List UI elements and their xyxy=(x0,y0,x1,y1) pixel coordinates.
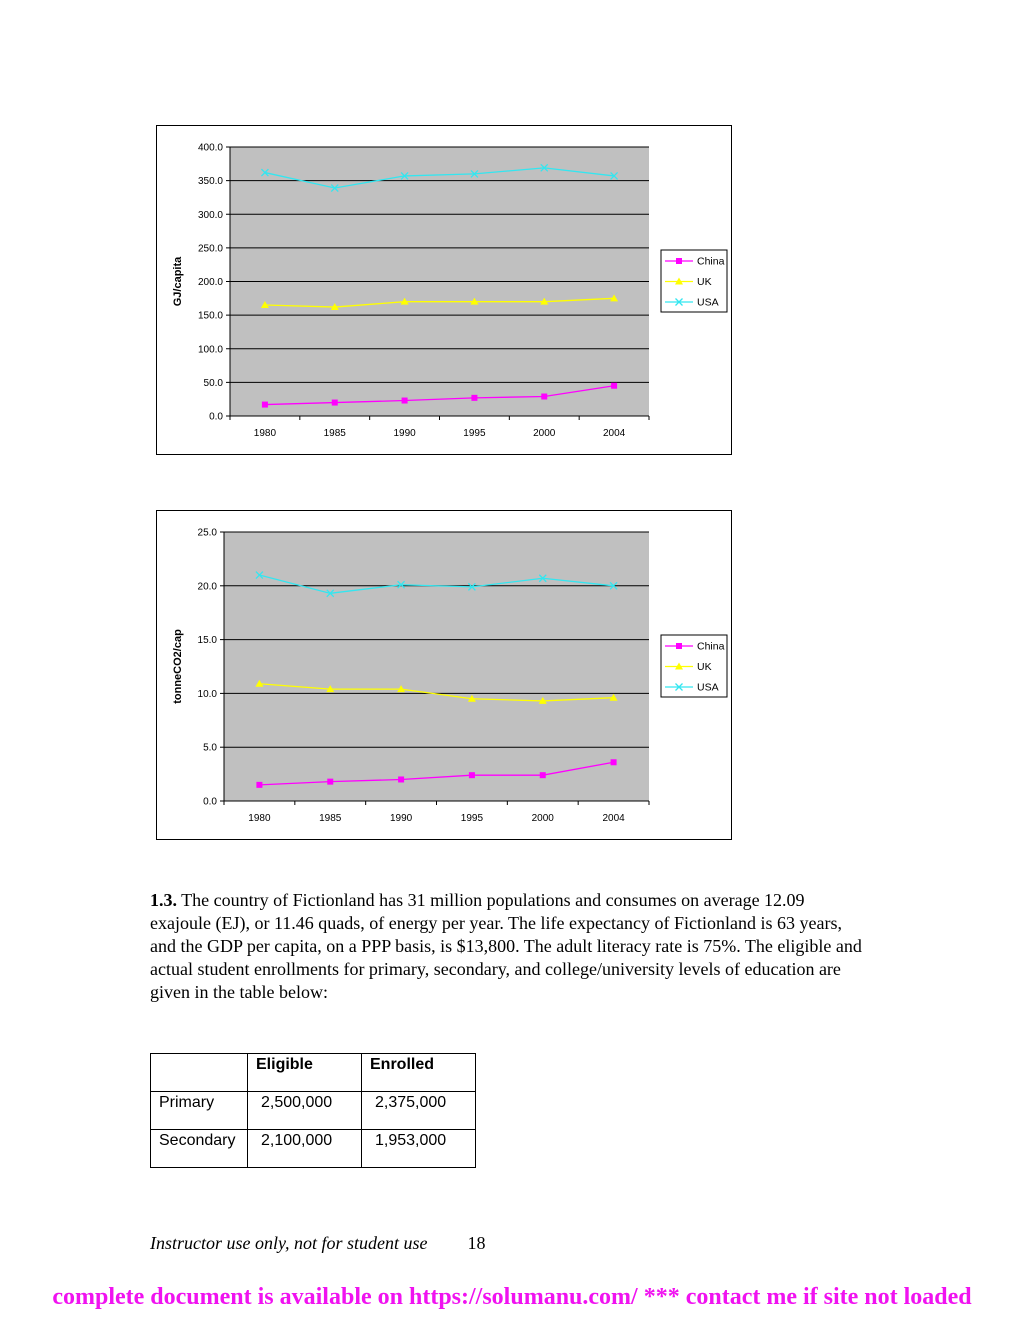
data-point-china xyxy=(398,776,404,782)
data-point-china xyxy=(541,393,547,399)
x-tick-label: 1980 xyxy=(248,813,271,824)
y-tick-label: 250.0 xyxy=(197,243,223,255)
y-tick-label: 200.0 xyxy=(197,277,223,288)
data-point-china xyxy=(471,395,477,401)
table-row xyxy=(151,1092,476,1130)
legend-label-uk: UK xyxy=(697,661,712,673)
x-tick-label: 2004 xyxy=(602,428,626,439)
enrolled-cell: 1,953,000 xyxy=(362,1130,476,1168)
page-number: 18 xyxy=(467,1233,486,1253)
x-tick-label: 1990 xyxy=(393,428,416,439)
row-label: Primary xyxy=(151,1092,248,1130)
data-point-china xyxy=(327,779,333,785)
problem-text: The country of Fictionland has 31 million populations and consumes on average 12.09 exajoule (EJ), or 11.46 quads, of energy per year. The life expectancy of Fictionland is 63 years, and the GDP per capita, on a PPP basis, is $13,800. The adult literacy rate is 75%. The eligible and actual student enrollments for primary, secondary, and college/university levels of education are given in the table below: xyxy=(150,890,862,1002)
x-tick-label: 1995 xyxy=(463,428,486,439)
x-tick-label: 1985 xyxy=(319,813,342,824)
energy-chart-svg xyxy=(157,126,733,456)
table-row xyxy=(151,1130,476,1168)
eligible-cell: 2,500,000 xyxy=(248,1092,362,1130)
x-tick-label: 1995 xyxy=(460,813,484,824)
table-header-row xyxy=(151,1054,476,1092)
x-tick-label: 1990 xyxy=(389,813,413,824)
y-axis-title: tonneCO2/cap xyxy=(172,629,184,704)
y-tick-label: 10.0 xyxy=(197,688,217,700)
legend-marker-china xyxy=(676,258,682,264)
data-point-china xyxy=(469,772,475,778)
problem-paragraph xyxy=(150,889,870,1004)
legend-label-uk: UK xyxy=(697,276,712,288)
plot-area xyxy=(224,532,649,801)
data-point-china xyxy=(402,398,408,404)
legend-marker-china xyxy=(676,643,682,649)
y-tick-label: 5.0 xyxy=(203,742,217,754)
table-header-enrolled: Enrolled xyxy=(362,1054,476,1092)
y-tick-label: 400.0 xyxy=(197,142,223,154)
x-tick-label: 2000 xyxy=(531,813,554,824)
co2-chart-svg xyxy=(157,511,733,841)
y-tick-label: 150.0 xyxy=(197,310,223,322)
y-tick-label: 0.0 xyxy=(203,796,217,808)
enrolled-cell: 2,375,000 xyxy=(362,1092,476,1130)
table-header-blank xyxy=(151,1054,248,1092)
table-header-eligible: Eligible xyxy=(248,1054,362,1092)
y-axis-title: GJ/capita xyxy=(172,256,184,307)
data-point-china xyxy=(611,383,617,389)
x-tick-label: 1985 xyxy=(323,428,346,439)
data-point-china xyxy=(332,400,338,406)
eligible-cell: 2,100,000 xyxy=(248,1130,362,1168)
y-tick-label: 0.0 xyxy=(209,411,223,423)
y-tick-label: 100.0 xyxy=(197,344,223,356)
x-tick-label: 2000 xyxy=(533,428,556,439)
legend-label-china: China xyxy=(697,255,725,268)
energy-per-capita-chart xyxy=(156,125,732,455)
data-point-china xyxy=(540,772,546,778)
promo-banner: complete document is available on https://solumanu.com/ *** contact me if site not loaded xyxy=(52,1284,972,1310)
data-point-china xyxy=(611,759,617,765)
y-tick-label: 15.0 xyxy=(197,635,217,647)
co2-per-capita-chart xyxy=(156,510,732,840)
data-point-china xyxy=(256,782,262,788)
legend-label-china: China xyxy=(697,640,725,653)
x-tick-label: 2004 xyxy=(602,813,625,824)
legend-label-usa: USA xyxy=(697,296,719,309)
legend-label-usa: USA xyxy=(697,681,719,694)
problem-number: 1.3. xyxy=(150,890,177,910)
row-label: Secondary xyxy=(151,1130,248,1168)
y-tick-label: 350.0 xyxy=(197,176,223,188)
y-tick-label: 50.0 xyxy=(203,377,223,389)
page-footer xyxy=(150,1233,486,1254)
x-tick-label: 1980 xyxy=(253,428,277,439)
enrollment-table xyxy=(150,1053,476,1168)
footer-note: Instructor use only, not for student use xyxy=(150,1233,428,1253)
data-point-china xyxy=(262,402,268,408)
y-tick-label: 25.0 xyxy=(197,527,217,539)
y-tick-label: 300.0 xyxy=(197,209,223,221)
y-tick-label: 20.0 xyxy=(197,581,217,593)
